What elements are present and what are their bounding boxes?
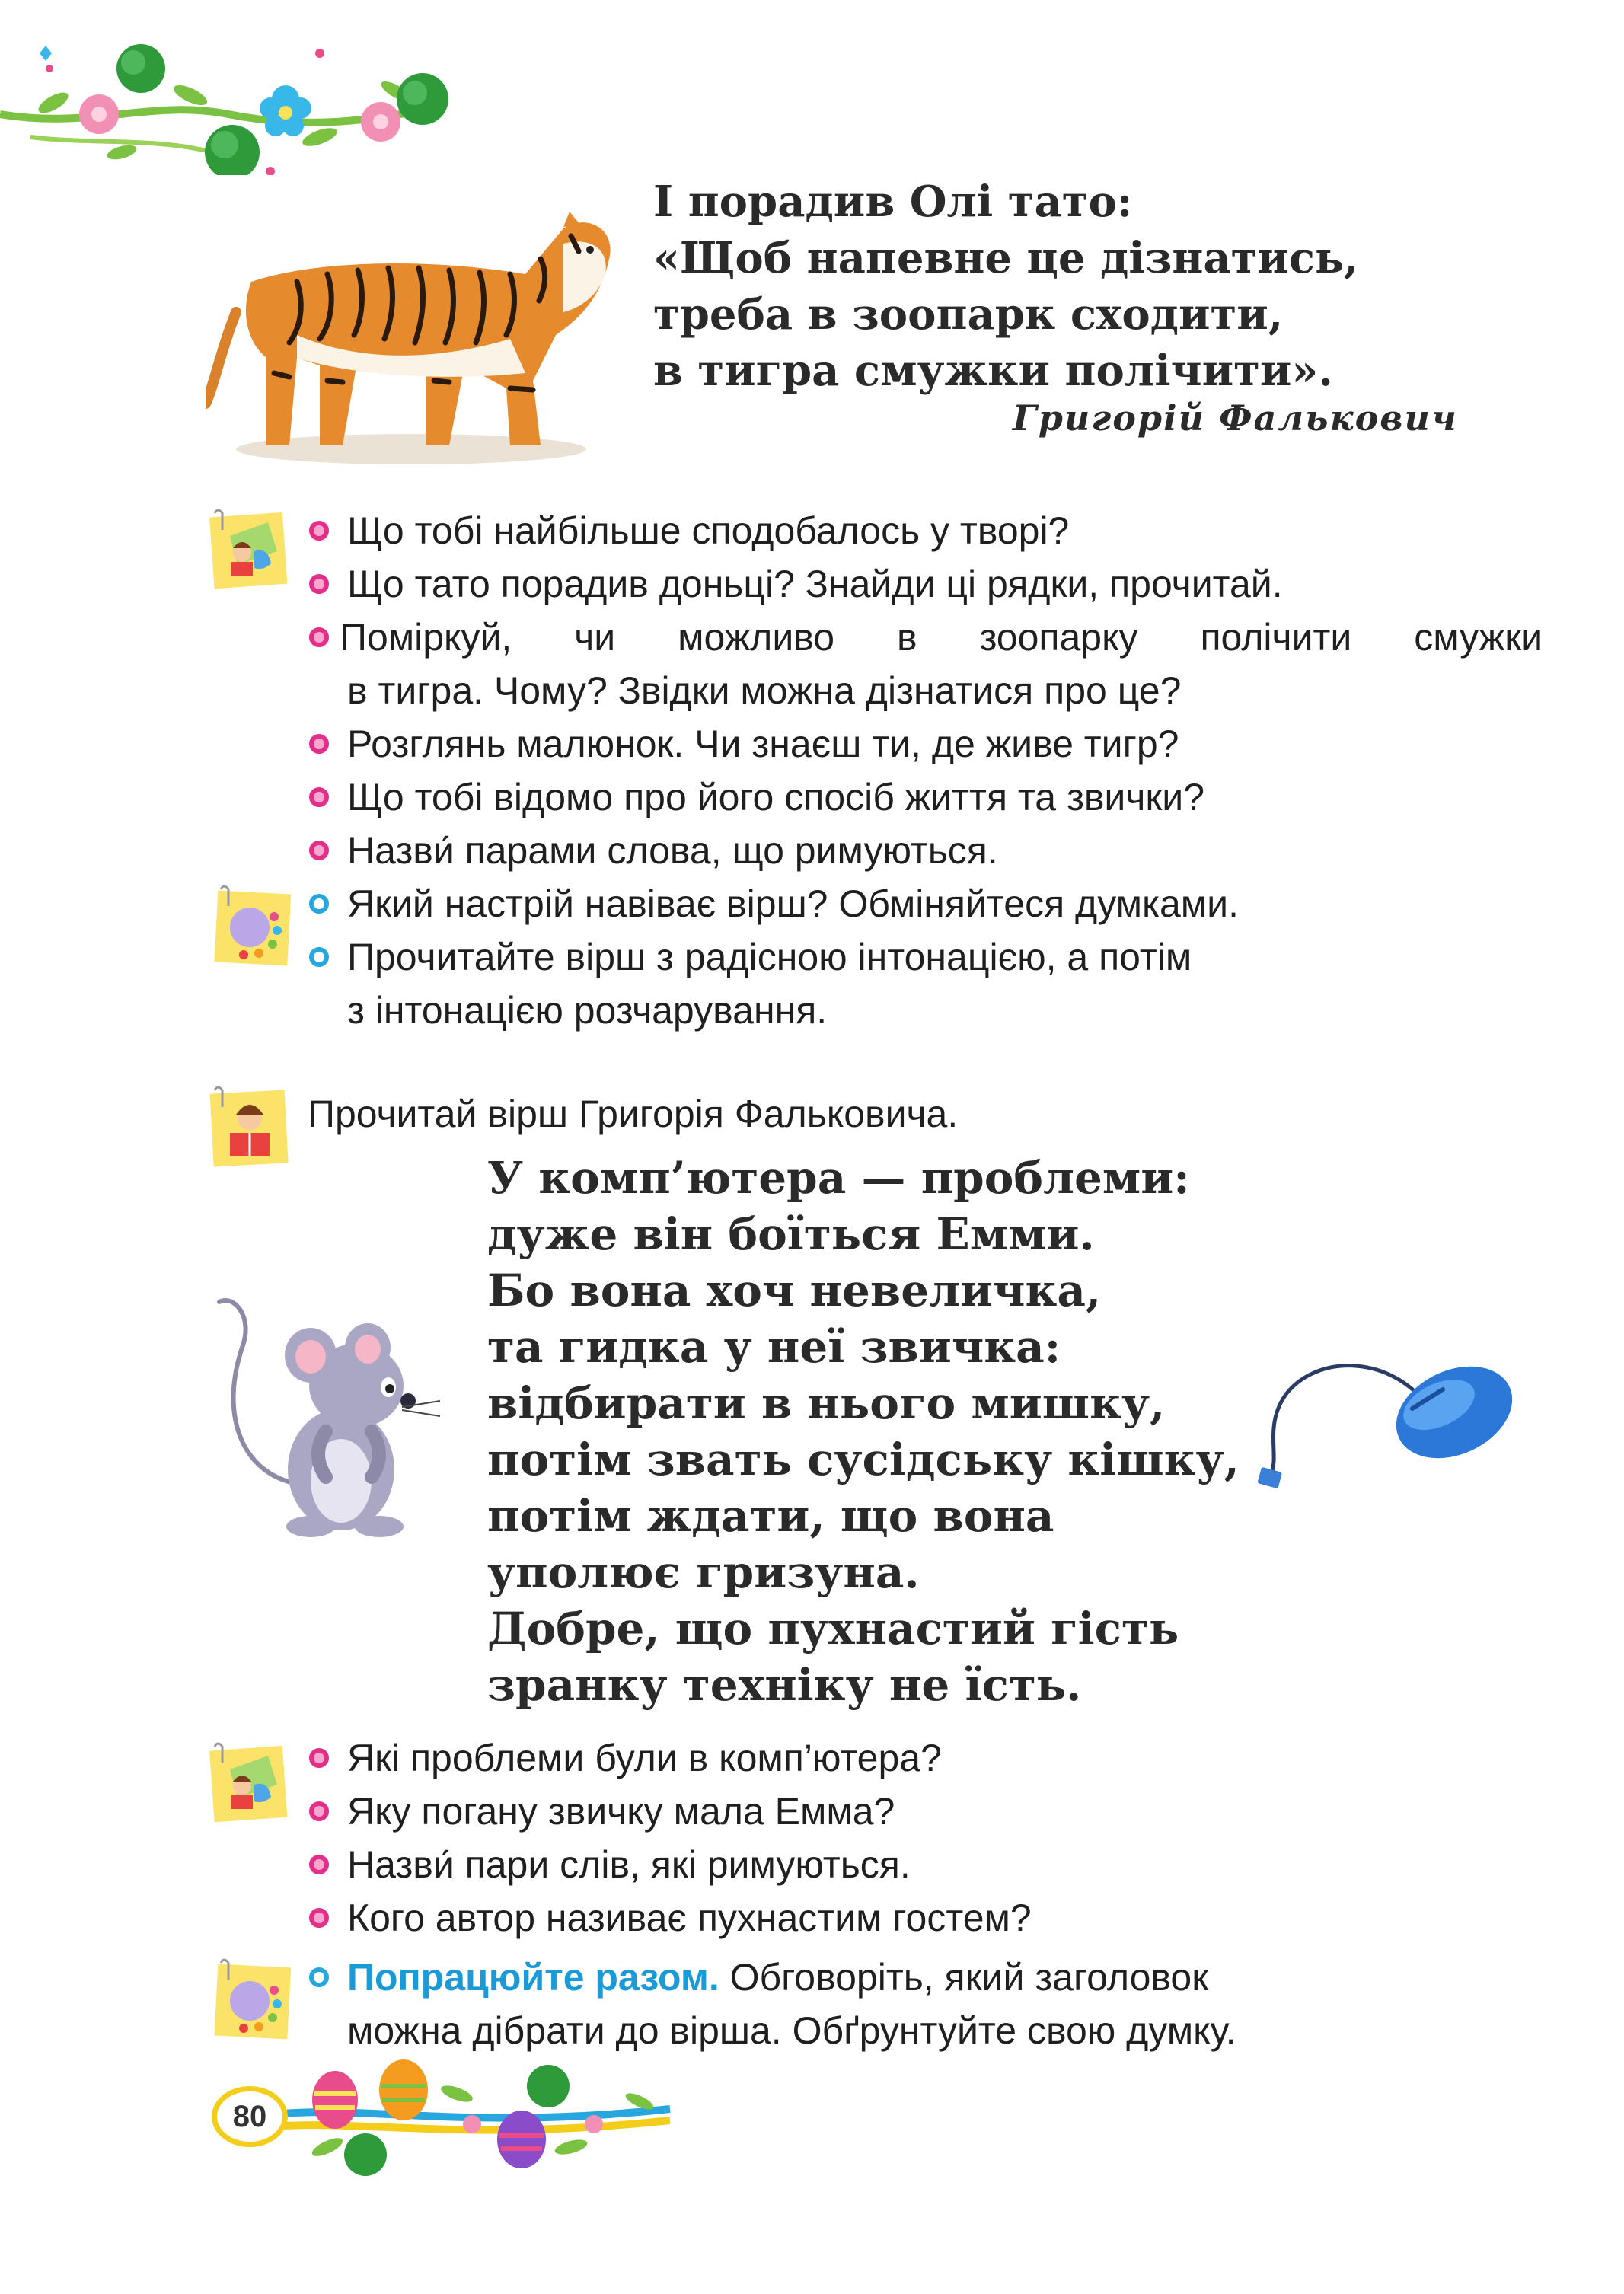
question-item: Кого автор називає пухнастим гостем? xyxy=(308,1891,1032,1945)
question-item: Поміркуй, чи можливо в зоопарку полічити смужки xyxy=(308,611,1543,664)
computer-mouse-illustration-icon xyxy=(1249,1340,1523,1492)
question-continuation: в тигра. Чому? Звідки можна дізнатися про це? xyxy=(347,669,1182,712)
bullet-pink-icon xyxy=(309,627,329,647)
question-item: Що тобі відомо про його спосіб життя та звички? xyxy=(308,771,1543,824)
poem-line: зранку техніку не їсть. xyxy=(487,1659,1082,1711)
reading-instruction: Прочитай вірш Григорія Фальковича. xyxy=(308,1093,959,1135)
bullet-pink-icon xyxy=(309,574,329,594)
poem-line: треба в зоопарк сходити, xyxy=(653,289,1284,340)
reading-child-note-icon xyxy=(207,1739,292,1824)
bullet-pink-icon xyxy=(309,841,329,860)
tiger-illustration-icon xyxy=(206,183,632,472)
question-item: Яку погану звичку мала Емма? xyxy=(308,1785,1032,1838)
question-item: Що тато порадив доньці? Знайди ці рядки, прочитай. xyxy=(308,557,1543,611)
questions-block-1 xyxy=(308,504,1543,1037)
bullet-pink-icon xyxy=(309,1855,329,1874)
question-item: Який настрій навіває вірш? Обміняйтеся думками. xyxy=(308,877,1543,930)
bullet-blue-icon xyxy=(309,894,329,914)
bullet-pink-icon xyxy=(309,1801,329,1821)
poem-1 xyxy=(653,174,1358,399)
group-work-note-icon xyxy=(210,883,295,968)
question-item: Розглянь малюнок. Чи знаєш ти, де живе тигр? xyxy=(308,717,1543,771)
flower-garland-top-icon xyxy=(0,23,457,175)
reading-child-note-icon xyxy=(207,506,292,591)
poem-line: дуже він боїться Емми. xyxy=(487,1208,1095,1260)
poem-line: потім звать сусідську кішку, xyxy=(487,1434,1240,1485)
question-item: Що тобі найбільше сподобалось у творі? xyxy=(308,504,1543,557)
poem-author: Григорій Фалькович xyxy=(1013,397,1458,439)
group-work-label: Попрацюйте разом. xyxy=(347,1956,719,1999)
poem-line: Добре, що пухнастий гість xyxy=(487,1603,1179,1654)
poem-2 xyxy=(487,1150,1240,1713)
bullet-pink-icon xyxy=(309,1908,329,1928)
bullet-blue-icon xyxy=(309,947,329,967)
bullet-pink-icon xyxy=(309,1748,329,1768)
mouse-illustration-icon xyxy=(212,1287,463,1546)
bullet-pink-icon xyxy=(309,734,329,754)
bullet-pink-icon xyxy=(309,787,329,807)
page-number: 80 xyxy=(212,2086,288,2147)
question-item: Попрацюйте разом. Обговоріть, який заголовок xyxy=(308,1951,1236,2004)
poem-line: У комп’ютера — проблеми: xyxy=(487,1152,1190,1204)
poem-line: «Щоб напевне це дізнатись, xyxy=(653,233,1359,283)
group-work-block xyxy=(308,1951,1236,2057)
poem-line: потім ждати, що вона xyxy=(487,1490,1054,1542)
group-work-note-icon xyxy=(210,1957,295,2042)
question-continuation: можна дібрати до вірша. Обґрунтуйте свою думку. xyxy=(347,2009,1236,2052)
question-item: Назви́ пари слів, які римуються. xyxy=(308,1838,1032,1891)
poem-line: І порадив Олі тато: xyxy=(653,177,1133,227)
questions-block-2 xyxy=(308,1731,1032,1945)
poem-line: в тигра смужки полічити». xyxy=(653,346,1333,396)
poem-line: Бо вона хоч невеличка, xyxy=(487,1265,1102,1316)
question-item: Які проблеми були в комп’ютера? xyxy=(308,1731,1032,1785)
poem-line: та гидка у неї звичка: xyxy=(487,1321,1061,1373)
question-item: Назви́ парами слова, що римуються. xyxy=(308,824,1543,877)
poem-line: відбирати в нього мишку, xyxy=(487,1377,1166,1429)
reading-child-note-icon xyxy=(207,1084,292,1169)
question-item: Прочитайте вірш з радісною інтонацією, а потім xyxy=(308,930,1543,984)
bullet-blue-icon xyxy=(309,1967,329,1987)
question-continuation: з інтонацією розчарування. xyxy=(347,989,828,1032)
poem-line: уполює гризуна. xyxy=(487,1546,920,1598)
bullet-pink-icon xyxy=(309,521,329,541)
